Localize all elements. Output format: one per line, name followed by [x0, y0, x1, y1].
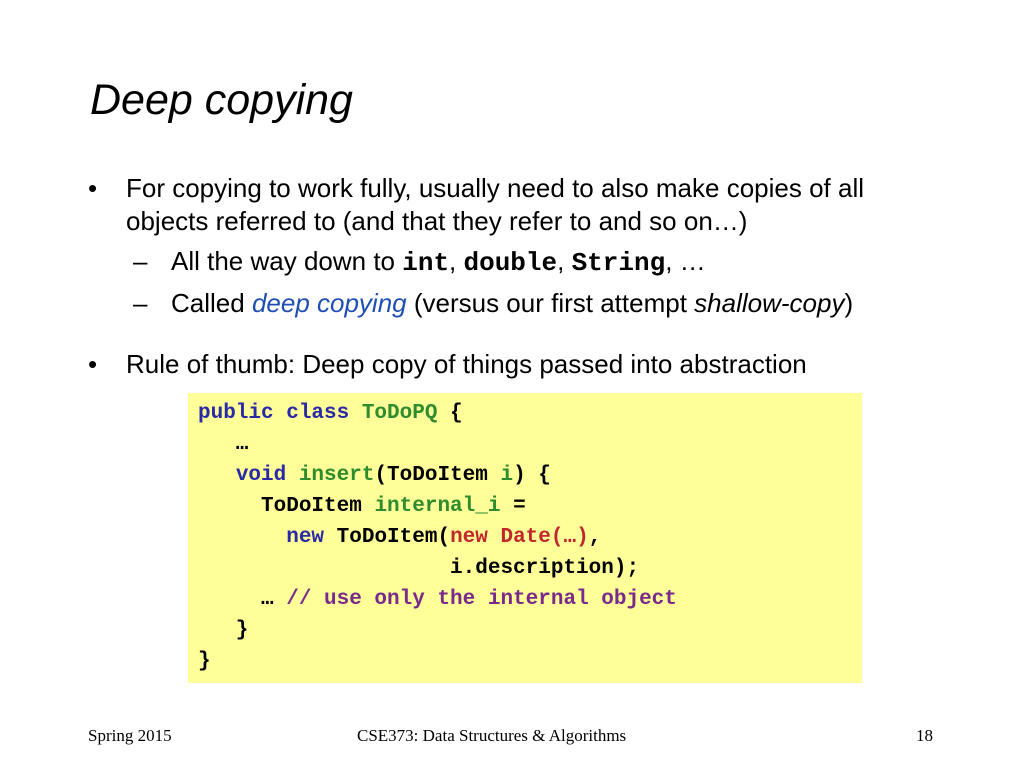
code-int: int	[402, 248, 450, 278]
subbullet-2-prefix: Called	[171, 288, 252, 318]
code-line-8: }	[198, 619, 249, 642]
code-line-7	[198, 584, 677, 615]
bullet-marker: •	[88, 349, 98, 379]
code-text: {	[437, 402, 463, 425]
subbullet-1-text	[171, 245, 706, 280]
code-line-4	[198, 491, 526, 522]
code-text: (ToDoItem	[374, 464, 501, 487]
code-line-2: …	[198, 433, 249, 456]
bullet-1-line-1: For copying to work fully, usually need to also make copies of all	[126, 173, 864, 203]
code-block	[188, 393, 862, 683]
code-text: …	[198, 588, 287, 611]
code-param: i	[500, 464, 514, 487]
code-line-6: i.description);	[198, 557, 640, 580]
code-string: String	[571, 248, 666, 278]
footer-page-number: 18	[916, 726, 933, 745]
bullet-2-text: Rule of thumb: Deep copy of things passed into abstraction	[126, 349, 807, 379]
code-keyword: new	[286, 526, 325, 549]
code-line-3	[198, 460, 551, 491]
footer-date: Spring 2015	[88, 726, 172, 745]
code-text: =	[500, 495, 526, 518]
code-date-expression: new Date(…)	[450, 526, 589, 549]
code-text: ToDoItem	[198, 495, 375, 518]
code-indent	[198, 526, 286, 549]
subbullet-1-prefix: All the way down to	[171, 246, 403, 276]
code-variable: internal_i	[374, 495, 501, 518]
code-double: double	[463, 248, 558, 278]
subbullet-2-middle: (versus our first attempt	[406, 288, 695, 318]
subbullet-1-suffix: , …	[665, 246, 706, 276]
code-text: ,	[588, 526, 602, 549]
separator: ,	[557, 246, 572, 276]
code-line-9: }	[198, 650, 211, 673]
subbullet-marker: –	[133, 246, 148, 276]
code-indent	[198, 464, 236, 487]
code-comment: // use only the internal object	[286, 588, 677, 611]
bullet-1-line-2: objects referred to (and that they refer to and so on…)	[126, 206, 748, 236]
deep-copying-emphasis: deep copying	[251, 288, 407, 318]
subbullet-2-suffix: )	[844, 288, 854, 318]
code-keyword: public class	[198, 402, 362, 425]
code-method-name: insert	[298, 464, 375, 487]
code-text: ToDoItem(	[324, 526, 451, 549]
code-line-5	[198, 522, 601, 553]
subbullet-2-text	[171, 287, 853, 320]
code-text: ) {	[513, 464, 551, 487]
subbullet-marker: –	[133, 288, 148, 318]
bullet-marker: •	[88, 173, 98, 203]
code-keyword: void	[235, 464, 299, 487]
shallow-copy-term: shallow-copy	[694, 288, 845, 318]
code-line-1	[198, 398, 463, 429]
footer-course: CSE373: Data Structures & Algorithms	[357, 726, 627, 745]
slide-title: Deep copying	[90, 76, 353, 124]
separator: ,	[449, 246, 464, 276]
code-class-name: ToDoPQ	[361, 402, 438, 425]
